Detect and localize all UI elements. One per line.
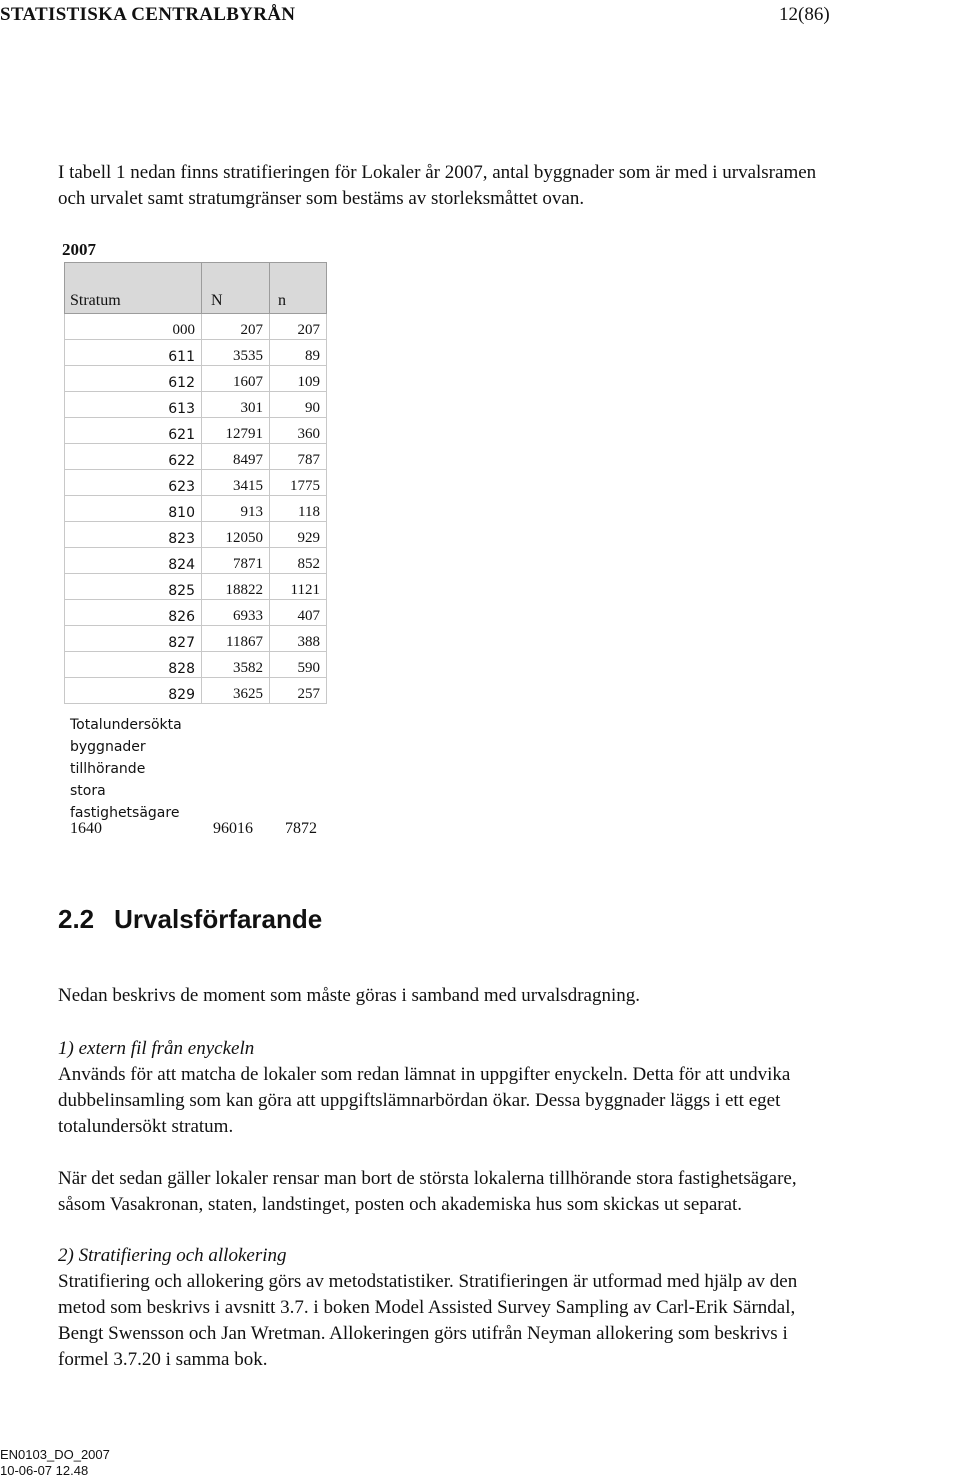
table-row xyxy=(65,366,327,392)
page-number: 12(86) xyxy=(779,4,830,25)
table-row xyxy=(65,470,327,496)
table-row xyxy=(65,444,327,470)
total-label xyxy=(70,714,182,824)
footer-doc-id: EN0103_DO_2007 xyxy=(0,1447,110,1462)
paragraph-line: dubbelinsamling som kan göra att uppgiftslämnarbördan ökar. Dessa byggnader läggs i ett eget xyxy=(58,1090,781,1111)
cell-stratum: 613 xyxy=(65,392,202,418)
cell-N: 3625 xyxy=(202,678,270,704)
table-row xyxy=(65,392,327,418)
cell-stratum: 829 xyxy=(65,678,202,704)
table-row xyxy=(65,340,327,366)
paragraph-line: Stratifiering och allokering görs av metodstatistiker. Stratifieringen är utformad med hjälp av den xyxy=(58,1271,798,1292)
cell-N: 6933 xyxy=(202,600,270,626)
cell-N: 207 xyxy=(202,314,270,340)
cell-stratum: 623 xyxy=(65,470,202,496)
list-item-heading: 1) extern fil från enyckeln xyxy=(58,1038,255,1059)
cell-N: 913 xyxy=(202,496,270,522)
section-number: 2.2 xyxy=(58,904,95,934)
cell-N: 12791 xyxy=(202,418,270,444)
table-row xyxy=(65,600,327,626)
intro-line: I tabell 1 nedan finns stratifieringen för Lokaler år 2007, antal byggnader som är med i urvalsramen xyxy=(58,162,817,183)
table-row xyxy=(65,548,327,574)
cell-N: 11867 xyxy=(202,626,270,652)
cell-n: 257 xyxy=(270,678,327,704)
totals-row xyxy=(70,820,330,842)
cell-stratum: 825 xyxy=(65,574,202,600)
table-row xyxy=(65,418,327,444)
cell-stratum: 826 xyxy=(65,600,202,626)
list-item-1 xyxy=(58,1036,958,1140)
column-header-N: N xyxy=(202,263,270,314)
cell-N: 3415 xyxy=(202,470,270,496)
total-n: 7872 xyxy=(285,820,317,837)
table-row xyxy=(65,496,327,522)
section-heading xyxy=(58,904,322,935)
strata-table xyxy=(64,262,327,704)
cell-n: 388 xyxy=(270,626,327,652)
intro-paragraph xyxy=(58,160,958,212)
table-row xyxy=(65,574,327,600)
cell-N: 7871 xyxy=(202,548,270,574)
section-title: Urvalsförfarande xyxy=(114,904,323,934)
cell-stratum: 622 xyxy=(65,444,202,470)
paragraph-line: totalundersökt stratum. xyxy=(58,1116,234,1137)
cell-n: 90 xyxy=(270,392,327,418)
total-label-line: byggnader xyxy=(70,739,146,755)
paragraph xyxy=(58,983,958,1009)
cell-n: 1121 xyxy=(270,574,327,600)
cell-N: 12050 xyxy=(202,522,270,548)
paragraph-line: såsom Vasakronan, staten, landstinget, posten och akademiska hus som skickas ut separat. xyxy=(58,1194,743,1215)
cell-n: 1775 xyxy=(270,470,327,496)
cell-stratum: 810 xyxy=(65,496,202,522)
cell-n: 207 xyxy=(270,314,327,340)
total-N: 96016 xyxy=(213,820,253,837)
cell-stratum: 611 xyxy=(65,340,202,366)
cell-stratum: 612 xyxy=(65,366,202,392)
cell-N: 301 xyxy=(202,392,270,418)
total-label-line: Totalundersökta xyxy=(70,717,182,733)
total-label-line: stora xyxy=(70,783,106,799)
cell-n: 109 xyxy=(270,366,327,392)
paragraph-line: Används för att matcha de lokaler som redan lämnat in uppgifter enyckeln. Detta för att undvika xyxy=(58,1064,791,1085)
cell-n: 360 xyxy=(270,418,327,444)
list-item-2 xyxy=(58,1243,958,1373)
cell-n: 89 xyxy=(270,340,327,366)
cell-N: 3535 xyxy=(202,340,270,366)
cell-stratum: 823 xyxy=(65,522,202,548)
cell-n: 118 xyxy=(270,496,327,522)
cell-n: 787 xyxy=(270,444,327,470)
cell-stratum: 828 xyxy=(65,652,202,678)
table-header-row xyxy=(65,263,327,314)
intro-line: och urvalet samt stratumgränser som bestäms av storleksmåttet ovan. xyxy=(58,188,585,209)
total-label-line: fastighetsägare xyxy=(70,805,180,821)
cell-n: 407 xyxy=(270,600,327,626)
cell-N: 8497 xyxy=(202,444,270,470)
paragraph-line: När det sedan gäller lokaler rensar man bort de största lokalerna tillhörande stora fastighetsägare, xyxy=(58,1168,797,1189)
cell-N: 1607 xyxy=(202,366,270,392)
table-year-label: 2007 xyxy=(62,240,96,259)
table-row xyxy=(65,522,327,548)
column-header-stratum: Stratum xyxy=(65,263,202,314)
table-row xyxy=(65,678,327,704)
cell-n: 852 xyxy=(270,548,327,574)
cell-N: 3582 xyxy=(202,652,270,678)
total-stratum-count: 1640 xyxy=(70,820,102,837)
page-footer xyxy=(0,1447,110,1479)
footer-timestamp: 10-06-07 12.48 xyxy=(0,1463,89,1478)
page-header xyxy=(0,4,960,28)
cell-n: 590 xyxy=(270,652,327,678)
table-row xyxy=(65,314,327,340)
cell-n: 929 xyxy=(270,522,327,548)
list-item-heading: 2) Stratifiering och allokering xyxy=(58,1245,287,1266)
paragraph-line: formel 3.7.20 i samma bok. xyxy=(58,1349,268,1370)
paragraph-line: Bengt Swensson och Jan Wretman. Allokeringen görs utifrån Neyman allokering som beskrivs i xyxy=(58,1323,788,1344)
cell-N: 18822 xyxy=(202,574,270,600)
table-row xyxy=(65,652,327,678)
table-row xyxy=(65,626,327,652)
column-header-n: n xyxy=(270,263,327,314)
paragraph xyxy=(58,1166,958,1218)
organization-name: STATISTISKA CENTRALBYRÅN xyxy=(0,4,296,25)
cell-stratum: 824 xyxy=(65,548,202,574)
paragraph-line: Nedan beskrivs de moment som måste göras i samband med urvalsdragning. xyxy=(58,985,641,1006)
paragraph-line: metod som beskrivs i avsnitt 3.7. i boken Model Assisted Survey Sampling av Carl-Erik Särndal, xyxy=(58,1297,796,1318)
cell-stratum: 621 xyxy=(65,418,202,444)
total-label-line: tillhörande xyxy=(70,761,146,777)
cell-stratum: 000 xyxy=(65,314,202,340)
cell-stratum: 827 xyxy=(65,626,202,652)
